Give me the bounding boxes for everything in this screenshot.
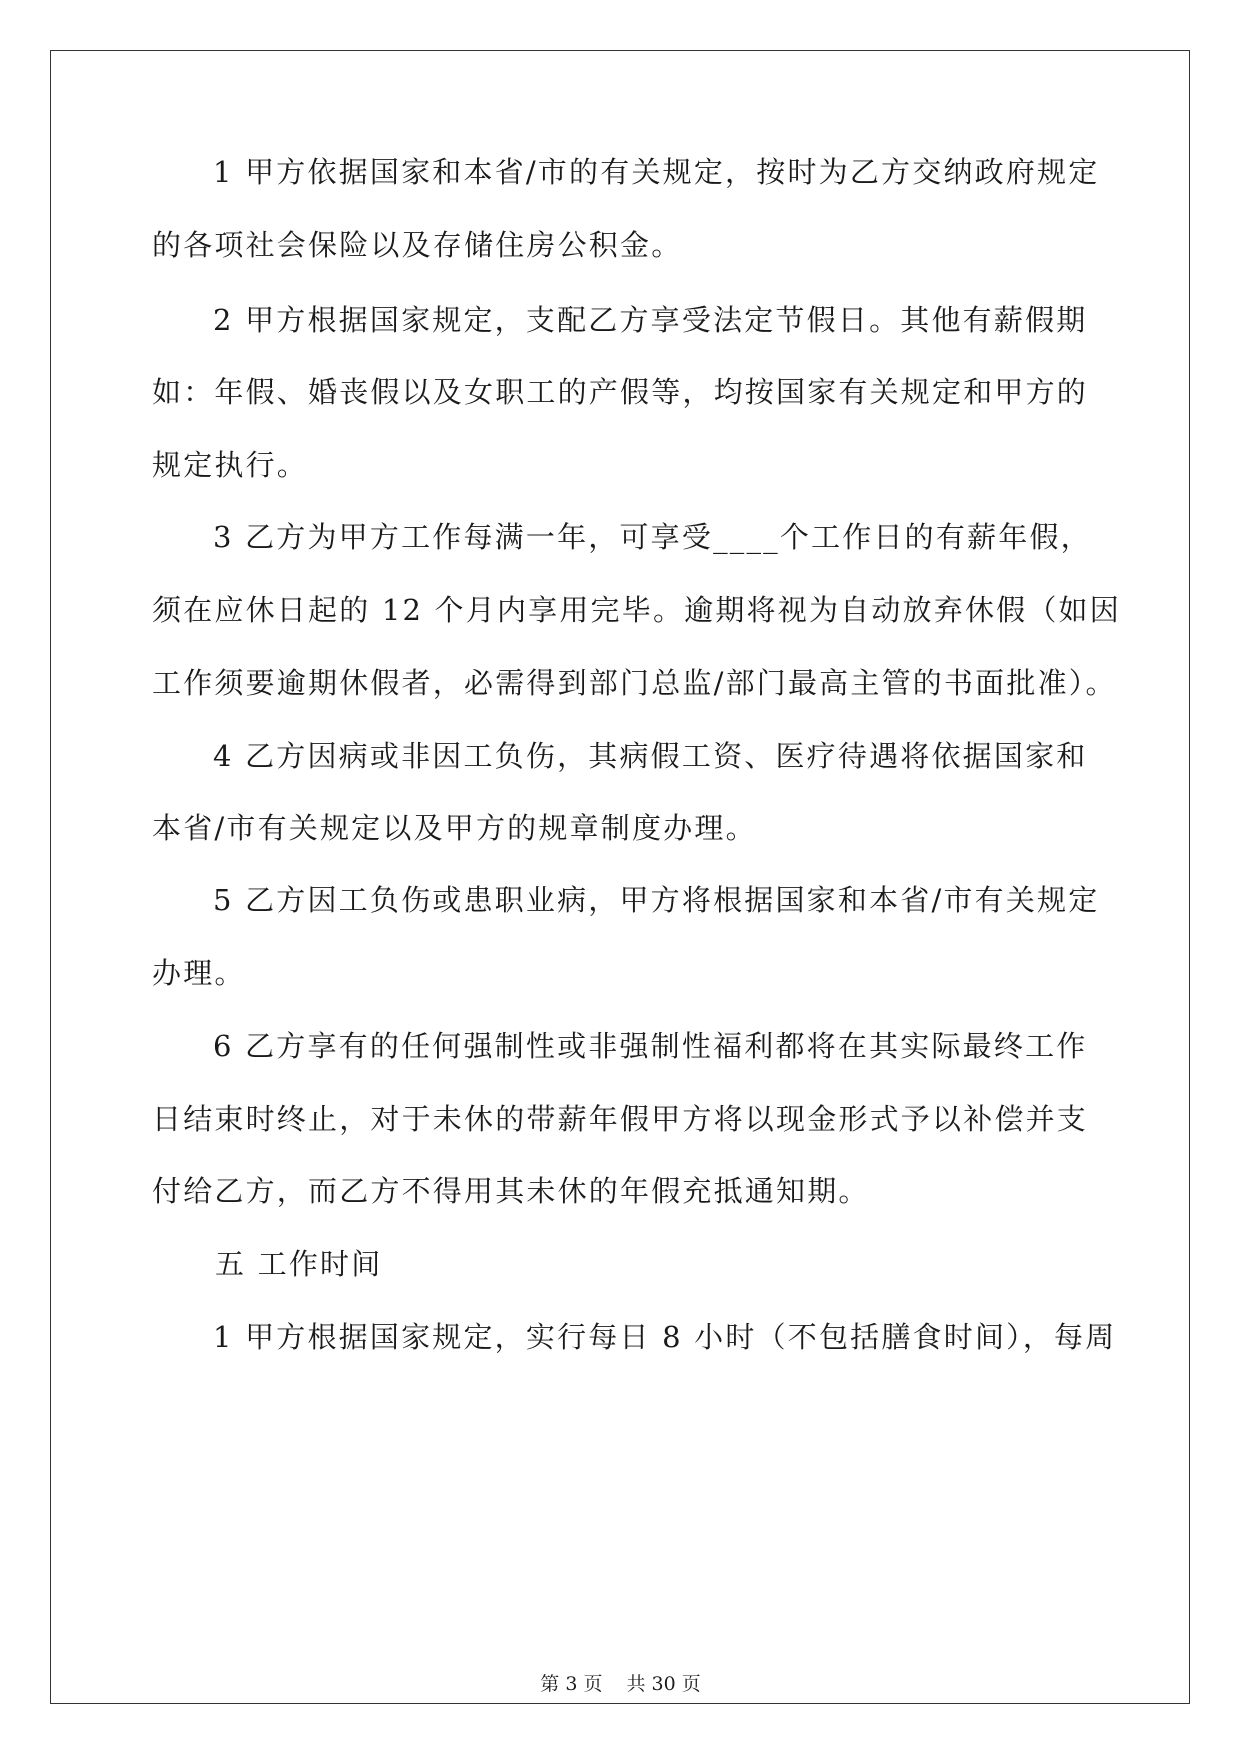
paragraph-line: 日结束时终止，对于未休的带薪年假甲方将以现金形式予以补偿并支 [152, 1102, 1089, 1136]
paragraph-line: 本省/市有关规定以及甲方的规章制度办理。 [152, 811, 757, 845]
paragraph-line: 付给乙方，而乙方不得用其未休的年假充抵通知期。 [152, 1174, 870, 1208]
paragraph-line: 1 甲方依据国家和本省/市的有关规定，按时为乙方交纳政府规定 [213, 155, 1100, 189]
section-heading: 五 工作时间 [215, 1247, 383, 1281]
page-border [50, 50, 1190, 1704]
paragraph-line: 如：年假、婚丧假以及女职工的产假等，均按国家有关规定和甲方的 [152, 375, 1089, 409]
paragraph-line: 4 乙方因病或非因工负伤，其病假工资、医疗待遇将依据国家和 [213, 739, 1088, 773]
paragraph-line: 须在应休日起的 12 个月内享用完毕。逾期将视为自动放弃休假（如因 [152, 593, 1121, 627]
page-number: 第 3 页 [540, 1673, 603, 1695]
paragraph-line: 6 乙方享有的任何强制性或非强制性福利都将在其实际最终工作 [213, 1029, 1088, 1063]
page-footer [0, 1672, 1241, 1696]
paragraph-line: 工作须要逾期休假者，必需得到部门总监/部门最高主管的书面批准）。 [152, 666, 1117, 700]
page-total: 共 30 页 [626, 1673, 701, 1695]
paragraph-line: 的各项社会保险以及存储住房公积金。 [152, 228, 683, 262]
paragraph-line: 办理。 [152, 956, 246, 990]
paragraph-line: 3 乙方为甲方工作每满一年，可享受____个工作日的有薪年假， [213, 520, 1092, 554]
paragraph-line: 1 甲方根据国家规定，实行每日 8 小时（不包括膳食时间），每周 [213, 1320, 1117, 1354]
paragraph-line: 5 乙方因工负伤或患职业病，甲方将根据国家和本省/市有关规定 [213, 883, 1100, 917]
paragraph-line: 2 甲方根据国家规定，支配乙方享受法定节假日。其他有薪假期 [213, 303, 1088, 337]
paragraph-line: 规定执行。 [152, 448, 309, 482]
